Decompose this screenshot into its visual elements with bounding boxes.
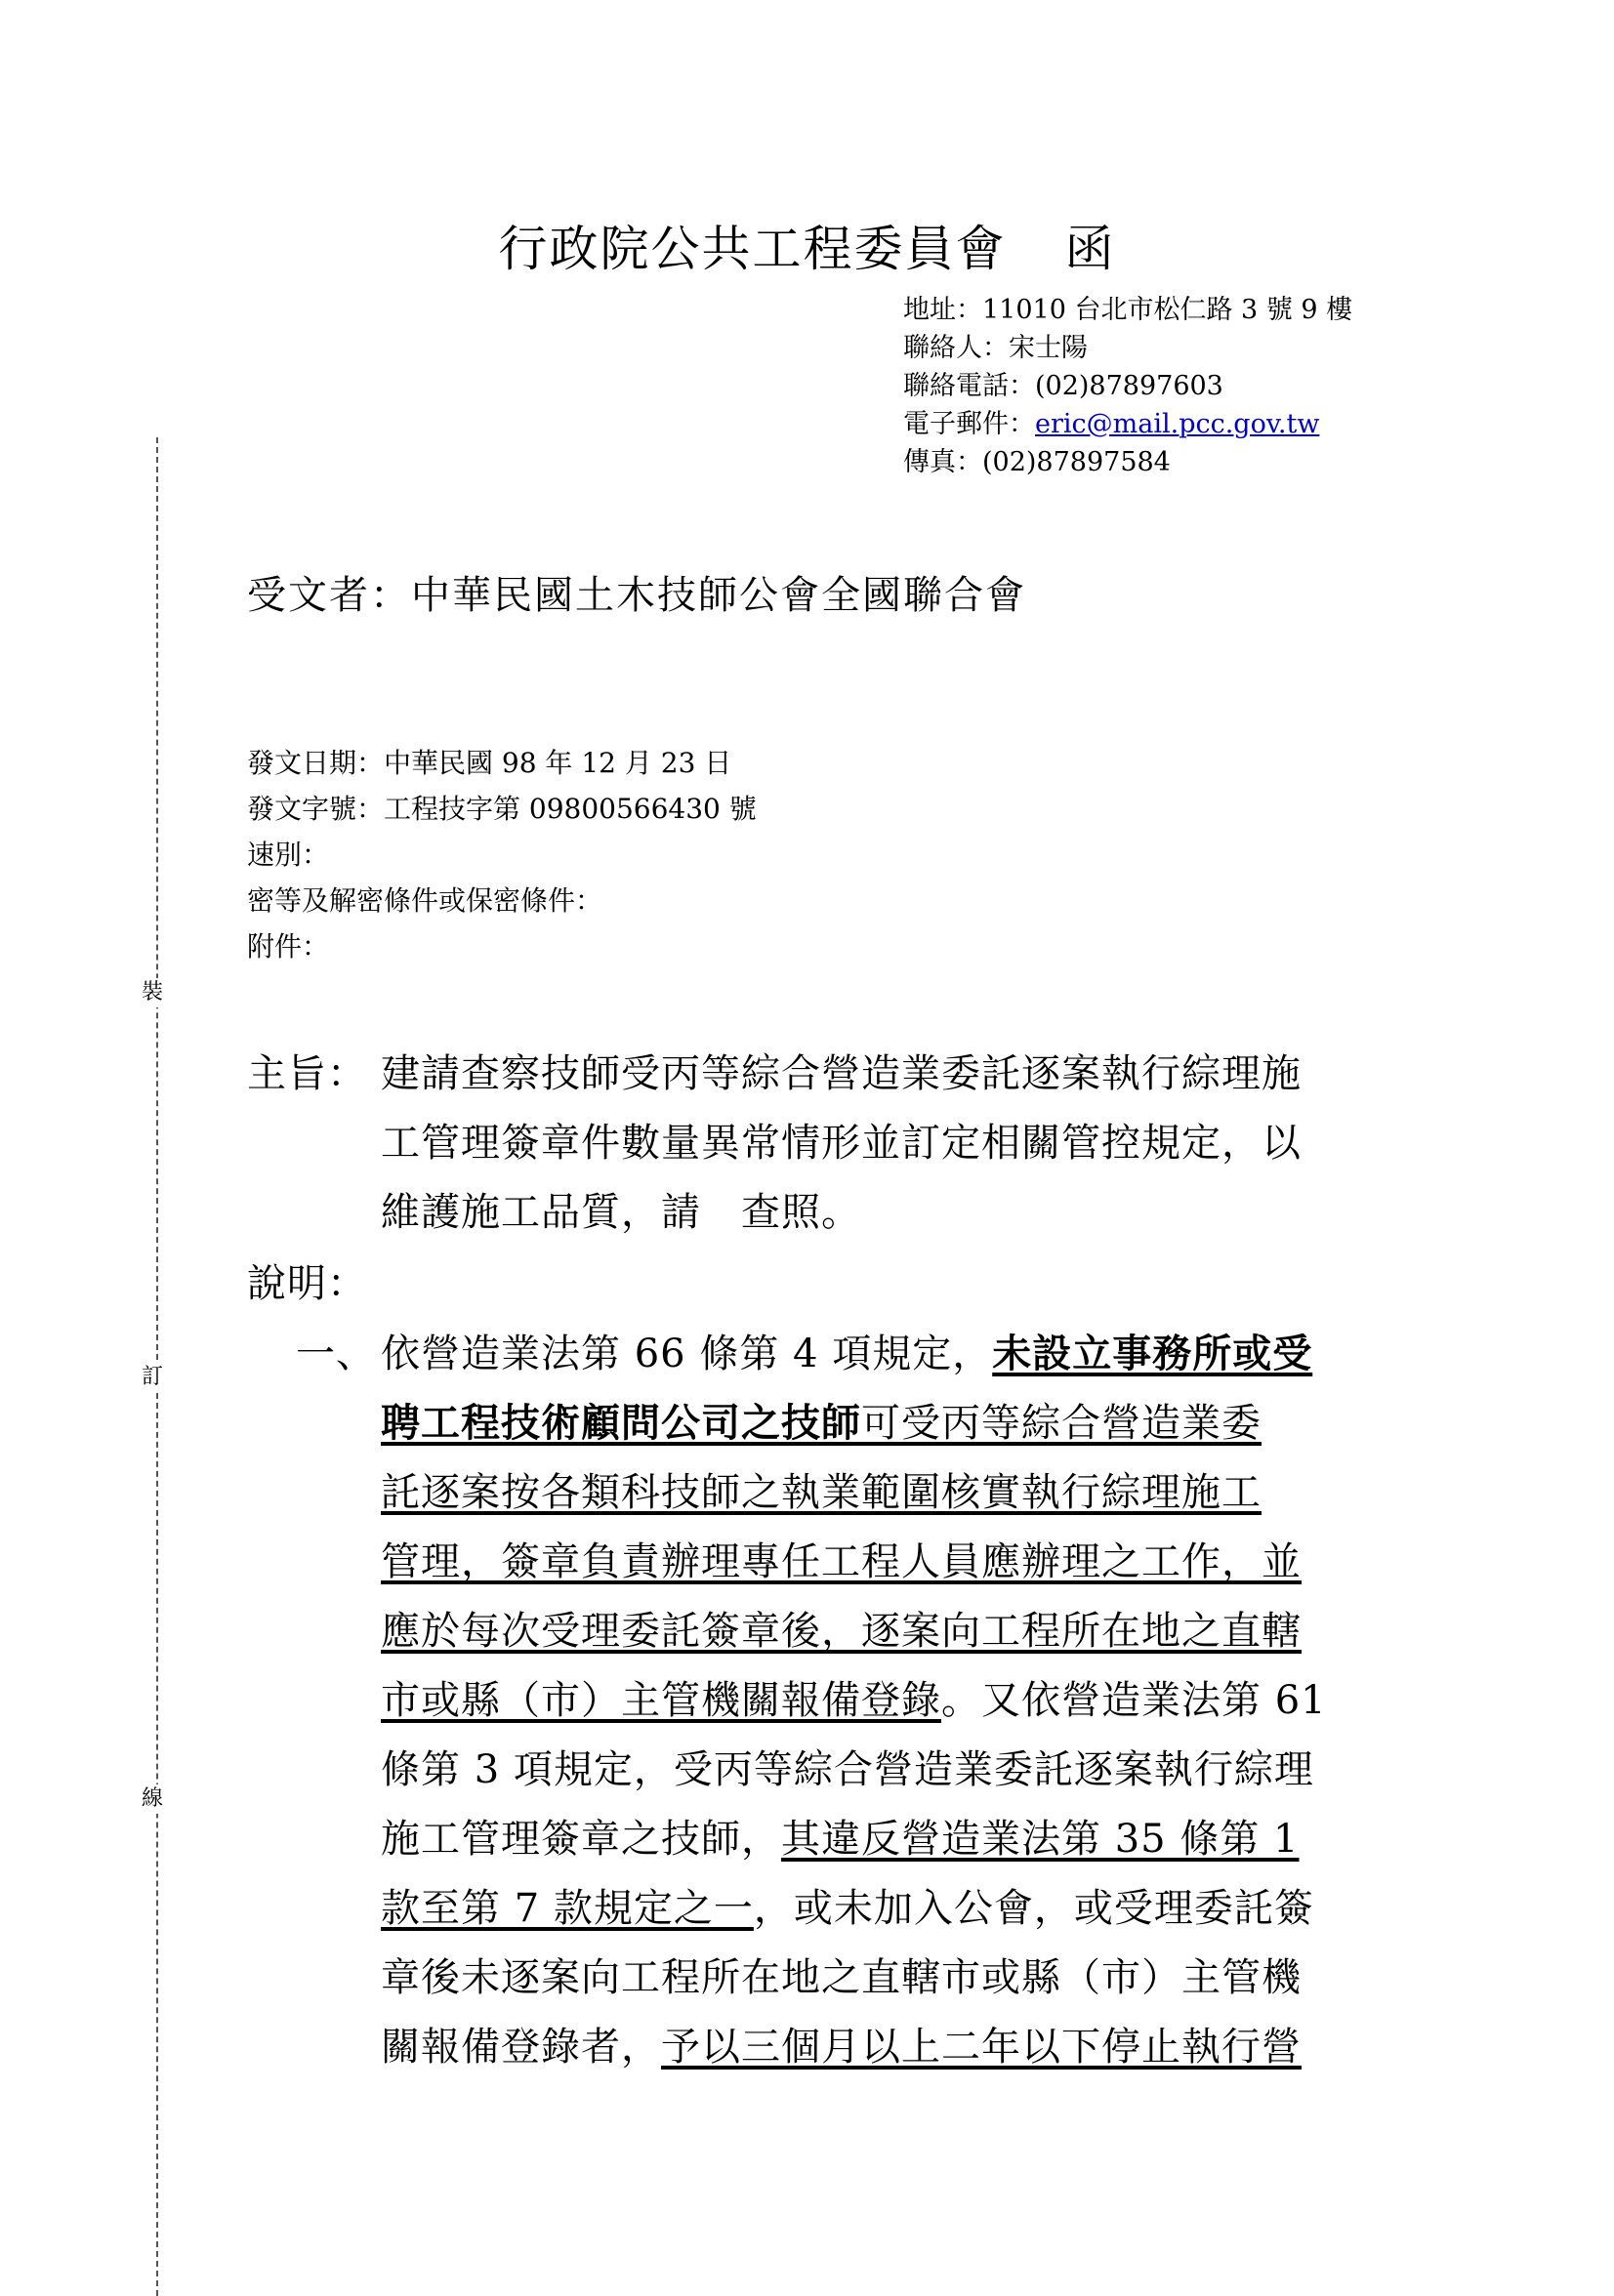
contact-person: 聯絡人：宋士陽 <box>903 333 1088 363</box>
contact-email-label: 電子郵件： <box>903 409 1035 439</box>
subject-line: 工管理簽章件數量異常情形並訂定相關管控規定，以 <box>381 1121 1302 1166</box>
issue-date: 發文日期：中華民國 98 年 12 月 23 日 <box>247 747 732 779</box>
explanation-line <box>381 2016 1302 2071</box>
text-segment: 關報備登錄者， <box>381 2025 661 2070</box>
text-segment: 。又依營造業法第 61 <box>941 1678 1327 1723</box>
underlined-segment: 管理，簽章負責辦理專任工程人員應辦理之工作， <box>381 1539 1262 1584</box>
contact-block <box>903 291 1352 481</box>
security-level: 密等及解密條件或保密條件： <box>247 884 603 917</box>
text-segment: 施工管理簽章之技師， <box>381 1817 781 1862</box>
contact-fax: 傳真：(02)87897584 <box>903 447 1171 477</box>
recipient: 受文者：中華民國土木技師公會全國聯合會 <box>247 573 1026 618</box>
subject-line: 維護施工品質，請 查照。 <box>381 1190 861 1235</box>
subject-label: 主旨： <box>247 1051 367 1096</box>
explanation-line <box>381 1877 1314 1933</box>
binding-mark-ding: 訂 <box>142 1363 163 1392</box>
explanation-label: 說明： <box>247 1261 367 1306</box>
subject-line: 建請查察技師受丙等綜合營造業委託逐案執行綜理施 <box>381 1051 1302 1096</box>
underlined-segment: 市或縣（市）主管機關報備登錄 <box>381 1678 941 1723</box>
explanation-line <box>381 1461 1262 1517</box>
speed-category: 速別： <box>247 839 330 871</box>
explanation-line <box>381 1739 1314 1794</box>
document-type: 函 <box>1064 221 1116 277</box>
contact-address: 地址：11010 台北市松仁路 3 號 9 樓 <box>903 295 1353 325</box>
underlined-bold-segment: 聘工程技術顧問公司之技師 <box>381 1400 861 1446</box>
underlined-segment: 其違反營造業法第 35 條第 1 <box>781 1817 1300 1862</box>
contact-email-link[interactable]: eric@mail.pcc.gov.tw <box>1035 409 1320 439</box>
binding-mark-xian: 線 <box>142 1784 163 1814</box>
text-segment: 章後未逐案向工程所在地之直轄市或縣（市）主管機 <box>381 1955 1302 2000</box>
explanation-line <box>381 1600 1302 1656</box>
underlined-segment: 應於每次受理委託簽章後，逐案向工程所在地之直轄 <box>381 1609 1302 1654</box>
contact-email-row <box>903 405 1352 443</box>
explanation-line <box>381 1531 1302 1586</box>
text-segment: 條第 3 項規定，受丙等綜合營造業委託逐案執行綜理 <box>381 1747 1314 1792</box>
text-segment: 依營造業法第 66 條第 4 項規定， <box>381 1332 993 1376</box>
underlined-segment: 款至第 7 款規定之一 <box>381 1886 754 1931</box>
text-segment: ，或未加入公會，或受理委託簽 <box>753 1886 1314 1931</box>
binding-mark-zhuang: 裝 <box>142 978 163 1007</box>
underlined-segment: 託逐案按各類科技師之執業範圍核實執行綜理施工 <box>381 1470 1262 1515</box>
explanation-line <box>381 1669 1327 1725</box>
agency-name: 行政院公共工程委員會 <box>498 221 1007 277</box>
document-number: 發文字號：工程技字第 09800566430 號 <box>247 793 757 825</box>
explanation-line <box>381 1323 1312 1378</box>
contact-phone: 聯絡電話：(02)87897603 <box>903 371 1223 401</box>
explanation-line <box>381 1392 1262 1448</box>
underlined-segment: 並 <box>1262 1539 1302 1584</box>
document-meta <box>247 740 757 969</box>
explanation-line <box>381 1808 1300 1864</box>
document-title <box>0 210 1614 280</box>
underlined-bold-segment: 未設立事務所或受 <box>992 1331 1313 1376</box>
explanation-item-number: 一、 <box>296 1332 376 1376</box>
explanation-line <box>381 1947 1302 2002</box>
attachment: 附件： <box>247 930 330 963</box>
underlined-segment: 予以三個月以上二年以下停止執行營 <box>661 2025 1302 2070</box>
underlined-segment: 可受丙等綜合營造業委 <box>861 1401 1262 1446</box>
